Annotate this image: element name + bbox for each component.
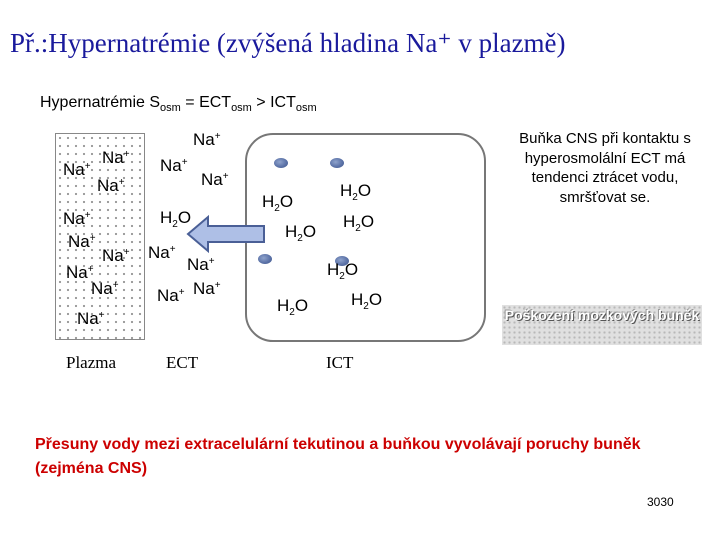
cell-damage-label: Poškození mozkových buněk bbox=[504, 307, 700, 323]
sodium-ion: Na+ bbox=[97, 176, 125, 195]
sodium-ion: Na+ bbox=[102, 246, 130, 265]
sodium-ion: Na+ bbox=[91, 279, 119, 298]
conclusion-text: Přesuny vody mezi extracelulární tekutinou a buňkou vyvolávají poruchy buněk (zejména CNS) bbox=[35, 436, 641, 477]
molecule-icon bbox=[274, 158, 288, 168]
page-title: Př.:Hypernatrémie (zvýšená hladina Na⁺ v plazmě) bbox=[10, 28, 566, 58]
sodium-ion: Na+ bbox=[68, 232, 96, 251]
water-molecule: $H_2O$ bbox=[277, 296, 309, 318]
page-number: 3030 bbox=[647, 495, 674, 509]
sodium-ion: Na+ bbox=[187, 255, 215, 274]
sodium-ion: Na+ bbox=[193, 279, 221, 298]
sodium-ion: Na+ bbox=[77, 309, 105, 328]
water-molecule: $H_2O$ bbox=[327, 260, 359, 282]
sodium-ion: Na+ bbox=[193, 130, 221, 149]
molecule-icon bbox=[330, 158, 344, 168]
ect-label: ECT bbox=[166, 353, 199, 372]
plasma-label: Plazma bbox=[66, 353, 117, 372]
water-molecule: $H_2O$ bbox=[340, 181, 372, 203]
sodium-ion: Na+ bbox=[63, 209, 91, 228]
sodium-ion: Na+ bbox=[148, 243, 176, 262]
water-flow-arrow-icon bbox=[186, 214, 266, 254]
molecule-icon bbox=[258, 254, 272, 264]
ict-label: ICT bbox=[326, 353, 354, 372]
sodium-ion: Na+ bbox=[63, 160, 91, 179]
sodium-ion: Na+ bbox=[157, 286, 185, 305]
sodium-ion: Na+ bbox=[160, 156, 188, 175]
sodium-ion: Na+ bbox=[201, 170, 229, 189]
water-molecule: $H_2O$ bbox=[351, 290, 383, 312]
sodium-ion: Na+ bbox=[66, 263, 94, 282]
water-molecule: $H_2O$ bbox=[285, 222, 317, 244]
subtitle: Hypernatrémie $S_{osm} = ECT_{osm} > ICT_{osm}$ bbox=[40, 94, 317, 115]
side-note: Buňka CNS při kontaktu s hyperosmolální ECT má tendenci ztrácet vodu, smršťovat se. bbox=[519, 130, 691, 206]
sodium-ion: Na+ bbox=[102, 148, 130, 167]
water-molecule: $H_2O$ bbox=[160, 208, 192, 230]
cell-damage-box bbox=[502, 305, 702, 345]
water-molecule: $H_2O$ bbox=[262, 192, 294, 214]
water-molecule: $H_2O$ bbox=[343, 212, 375, 234]
